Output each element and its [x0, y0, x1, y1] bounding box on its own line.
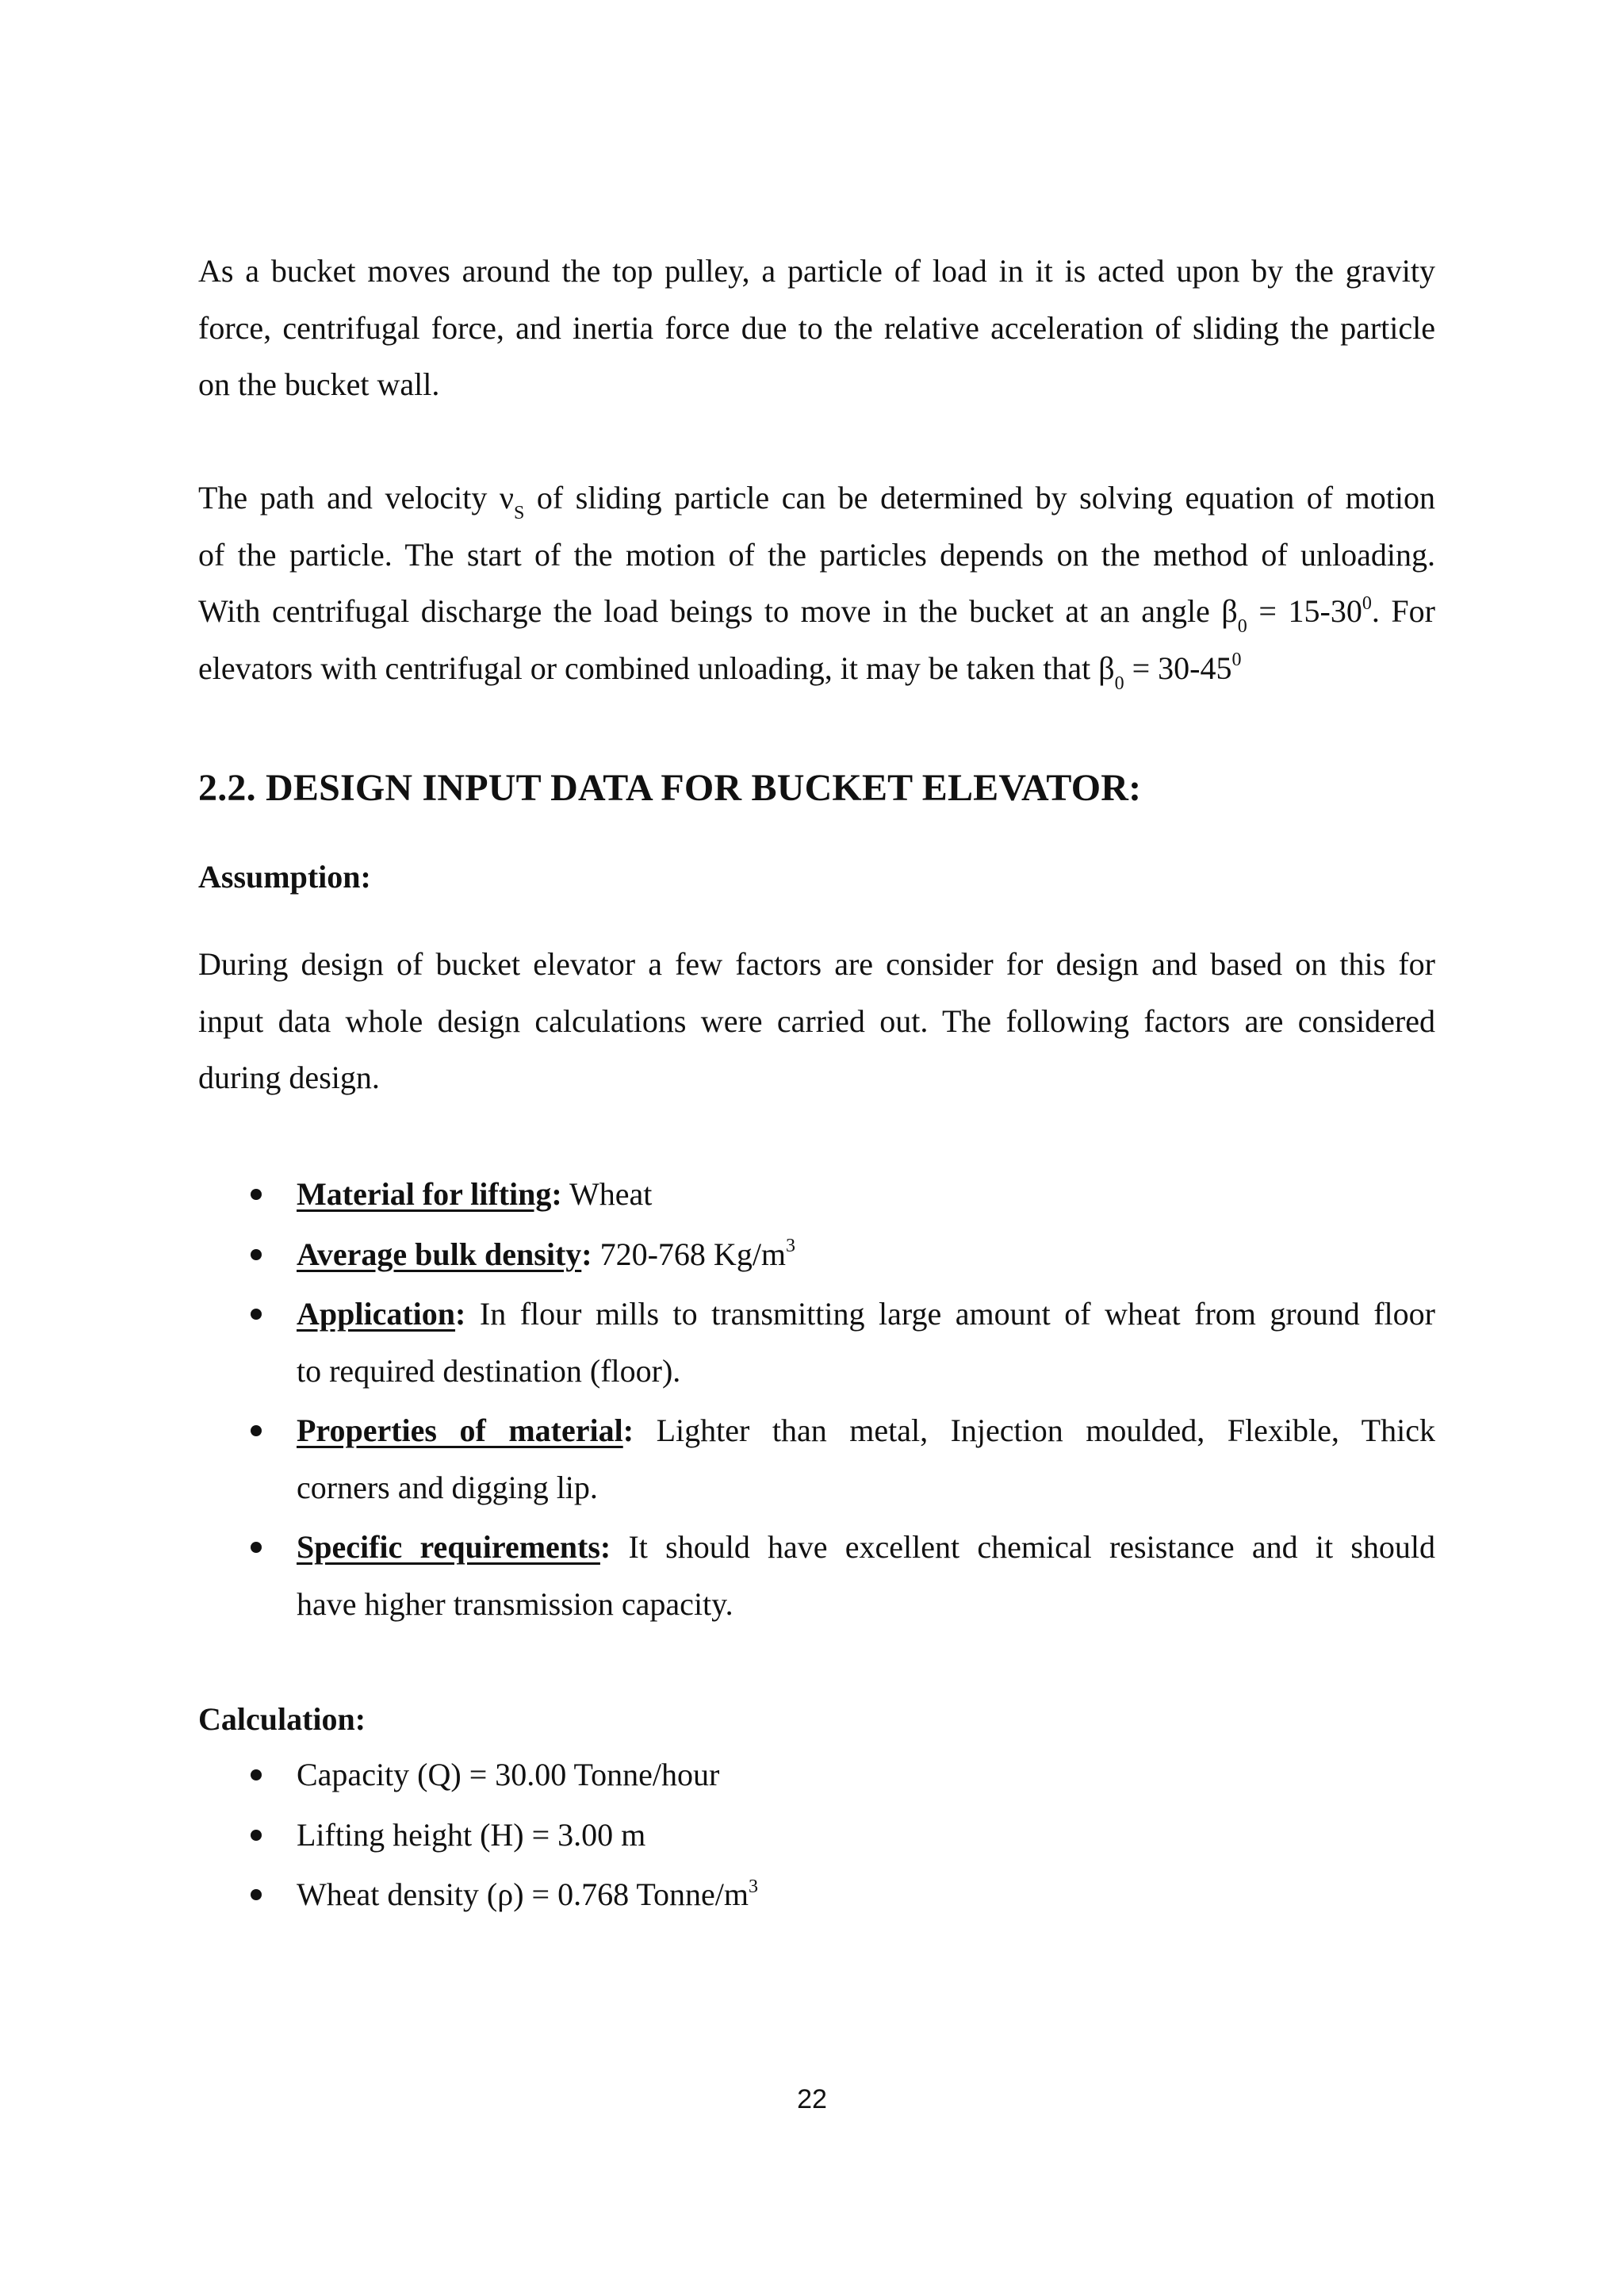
text-line: With centrifugal discharge the load beings to move in the bucket at an angle $\beta_0 = 15-30^0$. For: [198, 592, 1435, 637]
bullet-icon: [251, 1249, 262, 1260]
paragraph-bucket-forces: [198, 243, 1435, 413]
list-item: [198, 1226, 1435, 1283]
calculations-list: [198, 1746, 1435, 1923]
text-line: Lifting height (H) = 3.00 m: [297, 1816, 646, 1853]
bullet-icon: [251, 1309, 262, 1320]
text-line: force, centrifugal force, and inertia force due to the relative acceleration of sliding the particle: [198, 309, 1435, 346]
list-item: [198, 1519, 1435, 1632]
text-line: Application: In flour mills to transmitting large amount of wheat from ground floor: [297, 1296, 1435, 1332]
text-line: Material for lifting: Wheat: [297, 1176, 653, 1212]
text-line: have higher transmission capacity.: [297, 1585, 733, 1622]
text-line: to required destination (floor).: [297, 1352, 681, 1389]
list-item: [198, 1166, 1435, 1223]
bullet-icon: [251, 1769, 262, 1780]
text-line: Specific requirements: It should have excellent chemical resistance and it should: [297, 1529, 1436, 1565]
text-line: During design of bucket elevator a few factors are consider for design and based on this for: [198, 946, 1435, 982]
list-item: [198, 1866, 1435, 1923]
bullet-icon: [251, 1425, 262, 1436]
page-number: 22: [797, 2084, 827, 2114]
calculation-heading: Calculation:: [198, 1701, 366, 1737]
paragraph-design-factors: [198, 936, 1435, 1106]
bullet-icon: [251, 1542, 262, 1553]
text-line: corners and digging lip.: [297, 1469, 598, 1505]
text-line: As a bucket moves around the top pulley, a particle of load in it is acted upon by the gravity: [198, 253, 1435, 289]
text-line: Average bulk density: 720-768 $Kg/m^3$: [297, 1236, 796, 1272]
bullet-icon: [251, 1830, 262, 1841]
text-line: elevators with centrifugal or combined unloading, it may be taken that $\beta_0 = 30-45^0$: [198, 650, 1242, 694]
factors-list: [198, 1166, 1435, 1632]
text-line: during design.: [198, 1060, 380, 1095]
assumption-heading: Assumption:: [198, 859, 371, 895]
bullet-icon: [251, 1889, 262, 1900]
text-line: Capacity (Q) = 30.00 Tonne/hour: [297, 1757, 720, 1792]
text-line: Wheat density (ρ) = 0.768 Tonne/$m^3$: [297, 1876, 758, 1912]
text-line: on the bucket wall.: [198, 366, 440, 402]
list-item: [198, 1746, 1435, 1803]
bullet-icon: [251, 1189, 262, 1200]
list-item: [198, 1286, 1435, 1399]
text-line: The path and velocity $\nu_S$ of sliding particle can be determined by solving equation of motion: [198, 480, 1435, 523]
text-line: Properties of material: Lighter than metal, Injection moulded, Flexible, Thick: [297, 1412, 1435, 1448]
list-item: [198, 1402, 1435, 1516]
text-line: input data whole design calculations were carried out. The following factors are considered: [198, 1002, 1435, 1039]
paragraph-particle-motion: [198, 470, 1435, 696]
section-heading: 2.2. DESIGN INPUT DATA FOR BUCKET ELEVATOR:: [198, 767, 1142, 809]
list-item: [198, 1807, 1435, 1864]
text-line: of the particle. The start of the motion of the particles depends on the method of unloading.: [198, 536, 1435, 573]
